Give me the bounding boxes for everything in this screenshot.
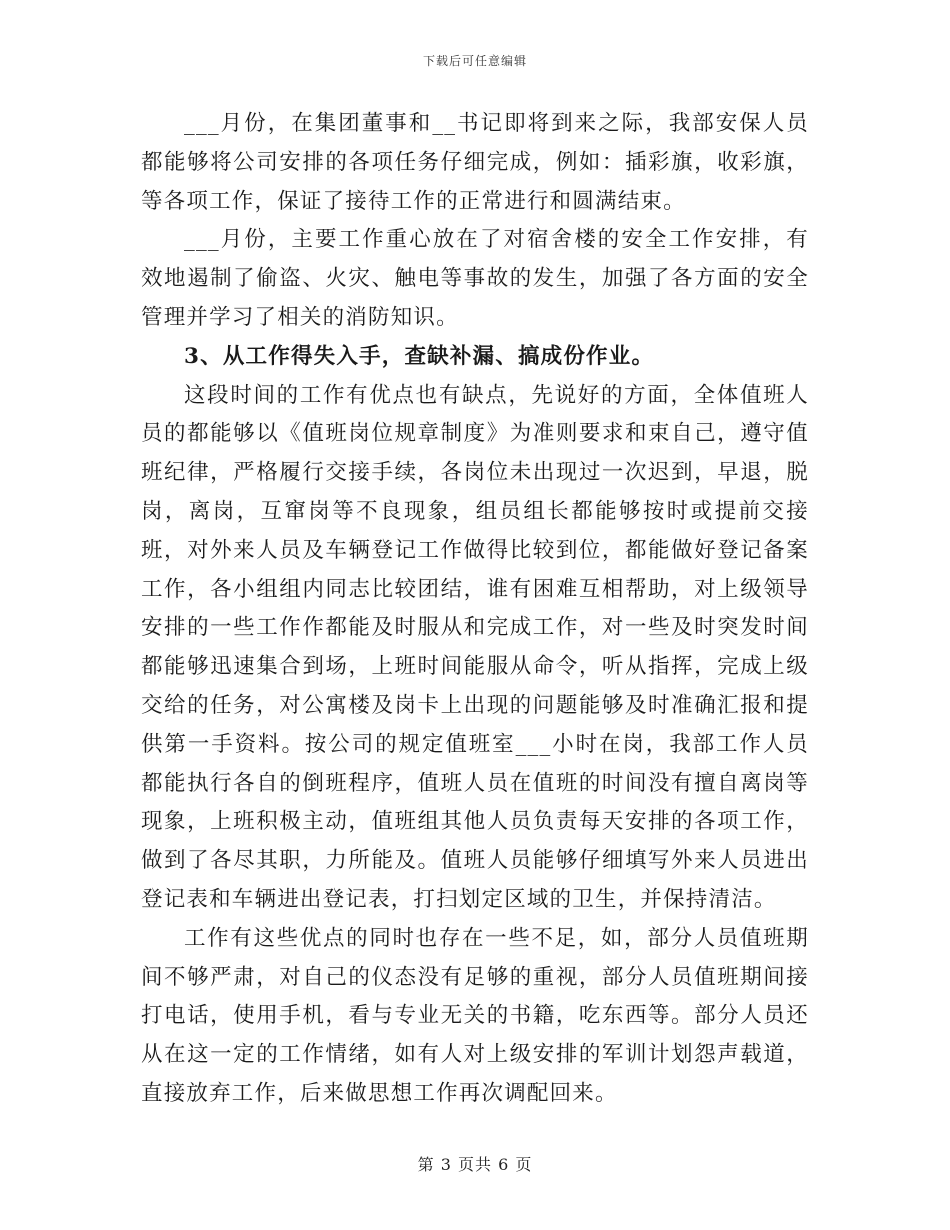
paragraph-4: 工作有这些优点的同时也存在一些不足，如，部分人员值班期间不够严肃，对自己的仪态没有足够的重视，部分人员值班期间接打电话，使用手机，看与专业无关的书籍，吃东西等。部分人员还从在这一定的工作情绪，如有人对上级安排的军训计划怨声载道，直接放弃工作，后来做思想工作再次调配回来。 — [141, 925, 809, 1106]
paragraph-3: 这段时间的工作有优点也有缺点，先说好的方面，全体值班人员的都能够以《值班岗位规章制度》为准则要求和束自己，遵守值班纪律，严格履行交接手续，各岗位未出现过一次迟到，早退，脱岗，离岗，互窜岗等不良现象，组员组长都能够按时或提前交接班，对外来人员及车辆登记工作做得比较到位，都能做好登记备案工作，各小组组内同志比较团结，谁有困难互相帮助，对上级领导安排的一些工作作都能及时服从和完成工作，对一些及时突发时间都能够迅速集合到场，上班时间能服从命令，听从指挥，完成上级交给的任务，对公寓楼及岗卡上出现的问题能够及时准确汇报和提供第一手资料。按公司的规定值班室___小时在岗，我部工作人员都能执行各自的倒班程序，值班人员在值班的时间没有擅自离岗等现象，上班积极主动，值班组其他人员负责每天安排的各项工作，做到了各尽其职，力所能及。值班人员能够仔细填写外来人员进出登记表和车辆进出登记表，打扫划定区域的卫生，并保持清洁。 — [141, 382, 809, 912]
paragraph-2: ___月份，主要工作重心放在了对宿舍楼的安全工作安排，有效地遏制了偷盗、火灾、触电等事故的发生，加强了各方面的安全管理并学习了相关的消防知识。 — [141, 227, 809, 330]
section-heading: 3、从工作得失入手，查缺补漏、搞成份作业。 — [184, 343, 655, 369]
header-note: 下载后可任意编辑 — [422, 54, 527, 68]
paragraph-1: ___月份，在集团董事和__书记即将到来之际，我部安保人员都能够将公司安排的各项任务仔细完成，例如：插彩旗，收彩旗，等各项工作，保证了接待工作的正常进行和圆满结束。 — [141, 111, 809, 214]
document-body — [141, 105, 809, 1114]
page-number: 第 3 页共 6 页 — [417, 1155, 533, 1174]
